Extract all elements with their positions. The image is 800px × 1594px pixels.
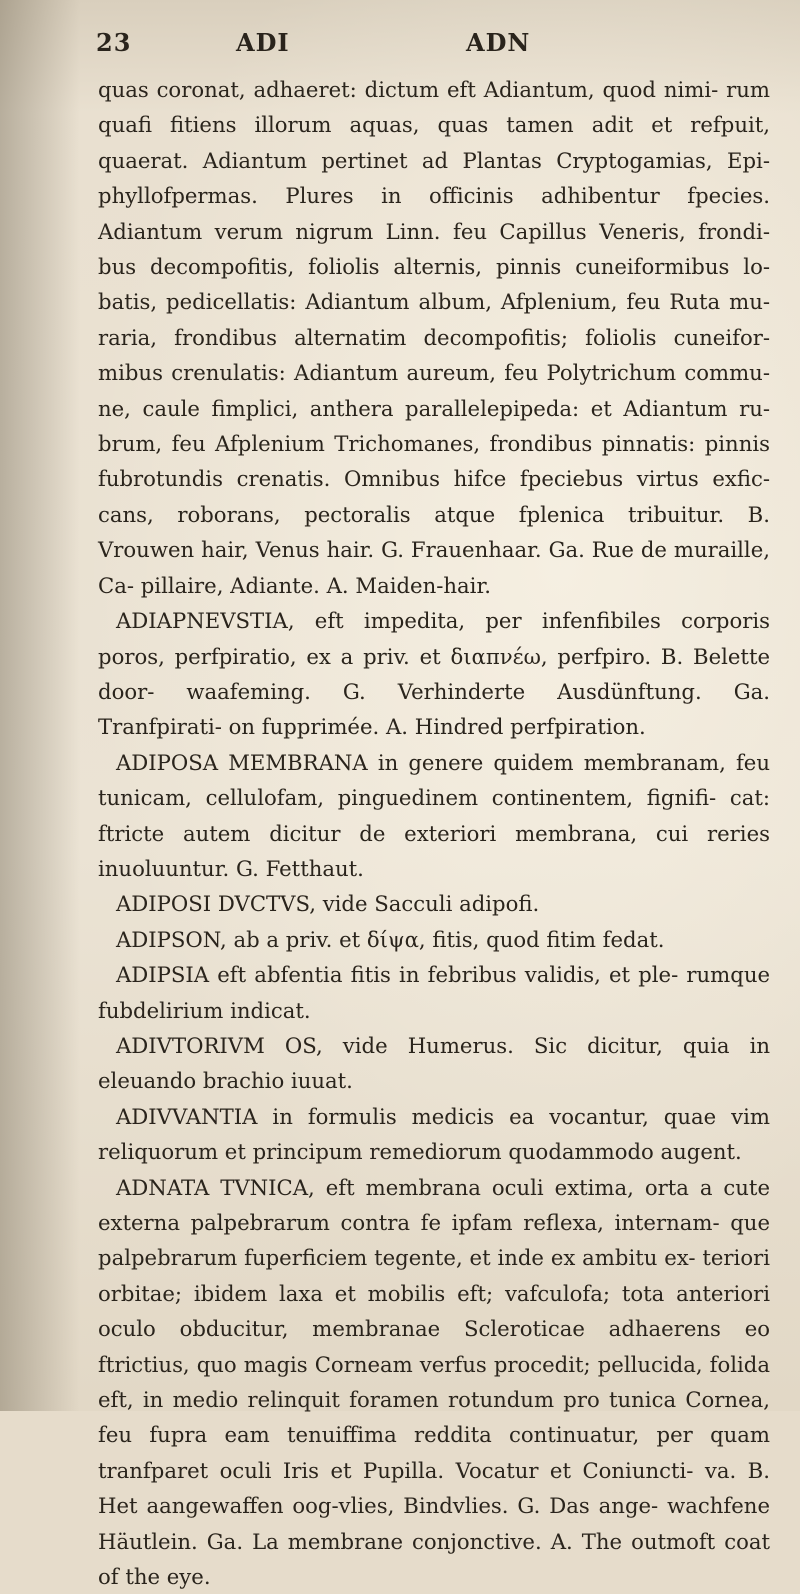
running-head-right: ADN xyxy=(466,28,531,57)
dictionary-text xyxy=(98,72,770,1594)
page-number: 23 xyxy=(96,28,132,57)
entry-adnata-tunica: ADNATA TVNICA, eft membrana oculi extima, orta a cute externa palpebrarum contra fe ipfam reflexa, internam- que palpebrarum fuperficiem tegente, et inde ex ambitu ex- teriori orbitae; ibidem laxa et mobilis eft; vafculofa; tota anteriori oculo obducitur, membranae Scleroticae adhaerens eo ftrictius, quo magis Corneam verfus procedit; pellucida, folida eft, in medio relinquit foramen rotundum pro tunica Cornea, feu fupra eam tenuiffima reddita continuatur, per quam tranfparet oculi Iris et Pupilla. Vocatur et Coniuncti- va. B. Het aangewaffen oog-vlies, Bindvlies. G. Das ange- wachfene Häutlein. Ga. La membrane conjonctive. A. The outmoft coat of the eye. xyxy=(98,1174,770,1590)
entry-adiposa-membrana: ADIPOSA MEMBRANA in genere quidem membranam, feu tunicam, cellulofam, pinguedinem continentem, fignifi- cat: ftricte autem dicitur de exteriori membrana, cui reries inuoluuntur. G. Fetthaut. xyxy=(98,749,770,881)
entry-adiutorium-os: ADIVTORIVM OS, vide Humerus. Sic dicitur, quia in eleuando brachio iuuat. xyxy=(98,1032,770,1094)
entry-adipsia: ADIPSIA eft abfentia fitis in febribus validis, et ple- rumque fubdelirium indicat. xyxy=(98,962,770,1023)
entry-adiantum-continued: quas coronat, adhaeret: dictum eft Adiantum, quod nimi- rum quafi fitiens illorum aquas, quas tamen adit et refpuit, quaerat. Adiantum pertinet ad Plantas Cryptogamias, Epi- phyllofpermas. Plures in officinis adhibentur fpecies. Adiantum verum nigrum Linn. feu Capillus Veneris, frondi- bus decompofitis, foliolis alternis, pinnis cuneiformibus lo- batis, pedicellatis: Adiantum album, Afplenium, feu Ruta mu- raria, frondibus alternatim decompofitis; foliolis cuneifor- mibus crenulatis: Adiantum aureum, feu Polytrichum commu- ne, caule fimplici, anthera parallelepipeda: et Adiantum ru- brum, feu Afplenium Trichomanes, frondibus pinnatis: pinnis fubrotundis crenatis. Omnibus hifce fpeciebus virtus exfic- cans, roborans, pectoralis atque fplenica tribuitur. B. Vrouwen hair, Venus hair. G. Frauenhaar. Ga. Rue de muraille, Ca- pillaire, Adiante. A. Maiden-hair. xyxy=(98,77,770,598)
running-header xyxy=(96,28,716,68)
entry-adiposi-ductus: ADIPOSI DVCTVS, vide Sacculi adipofi. xyxy=(116,891,540,917)
running-head-left: ADI xyxy=(236,28,290,57)
binding-shadow xyxy=(0,0,80,1411)
entry-adipson: ADIPSON, ab a priv. et δίψα, fitis, quod fitim fedat. xyxy=(116,926,665,952)
entry-adiapnevstia: ADIAPNEVSTIA, eft impedita, per infenfibiles corporis poros, perfpiratio, ex a priv. et διαπνέω, perfpiro. B. Belette door- waafeming. G. Verhinderte Ausdünftung. Ga. Tranfpirati- on fupprimée. A. Hindred perfpiration. xyxy=(98,608,770,740)
entry-adiuvantia: ADIVVANTIA in formulis medicis ea vocantur, quae vim reliquorum et principum remediorum quodammodo augent. xyxy=(98,1103,770,1165)
